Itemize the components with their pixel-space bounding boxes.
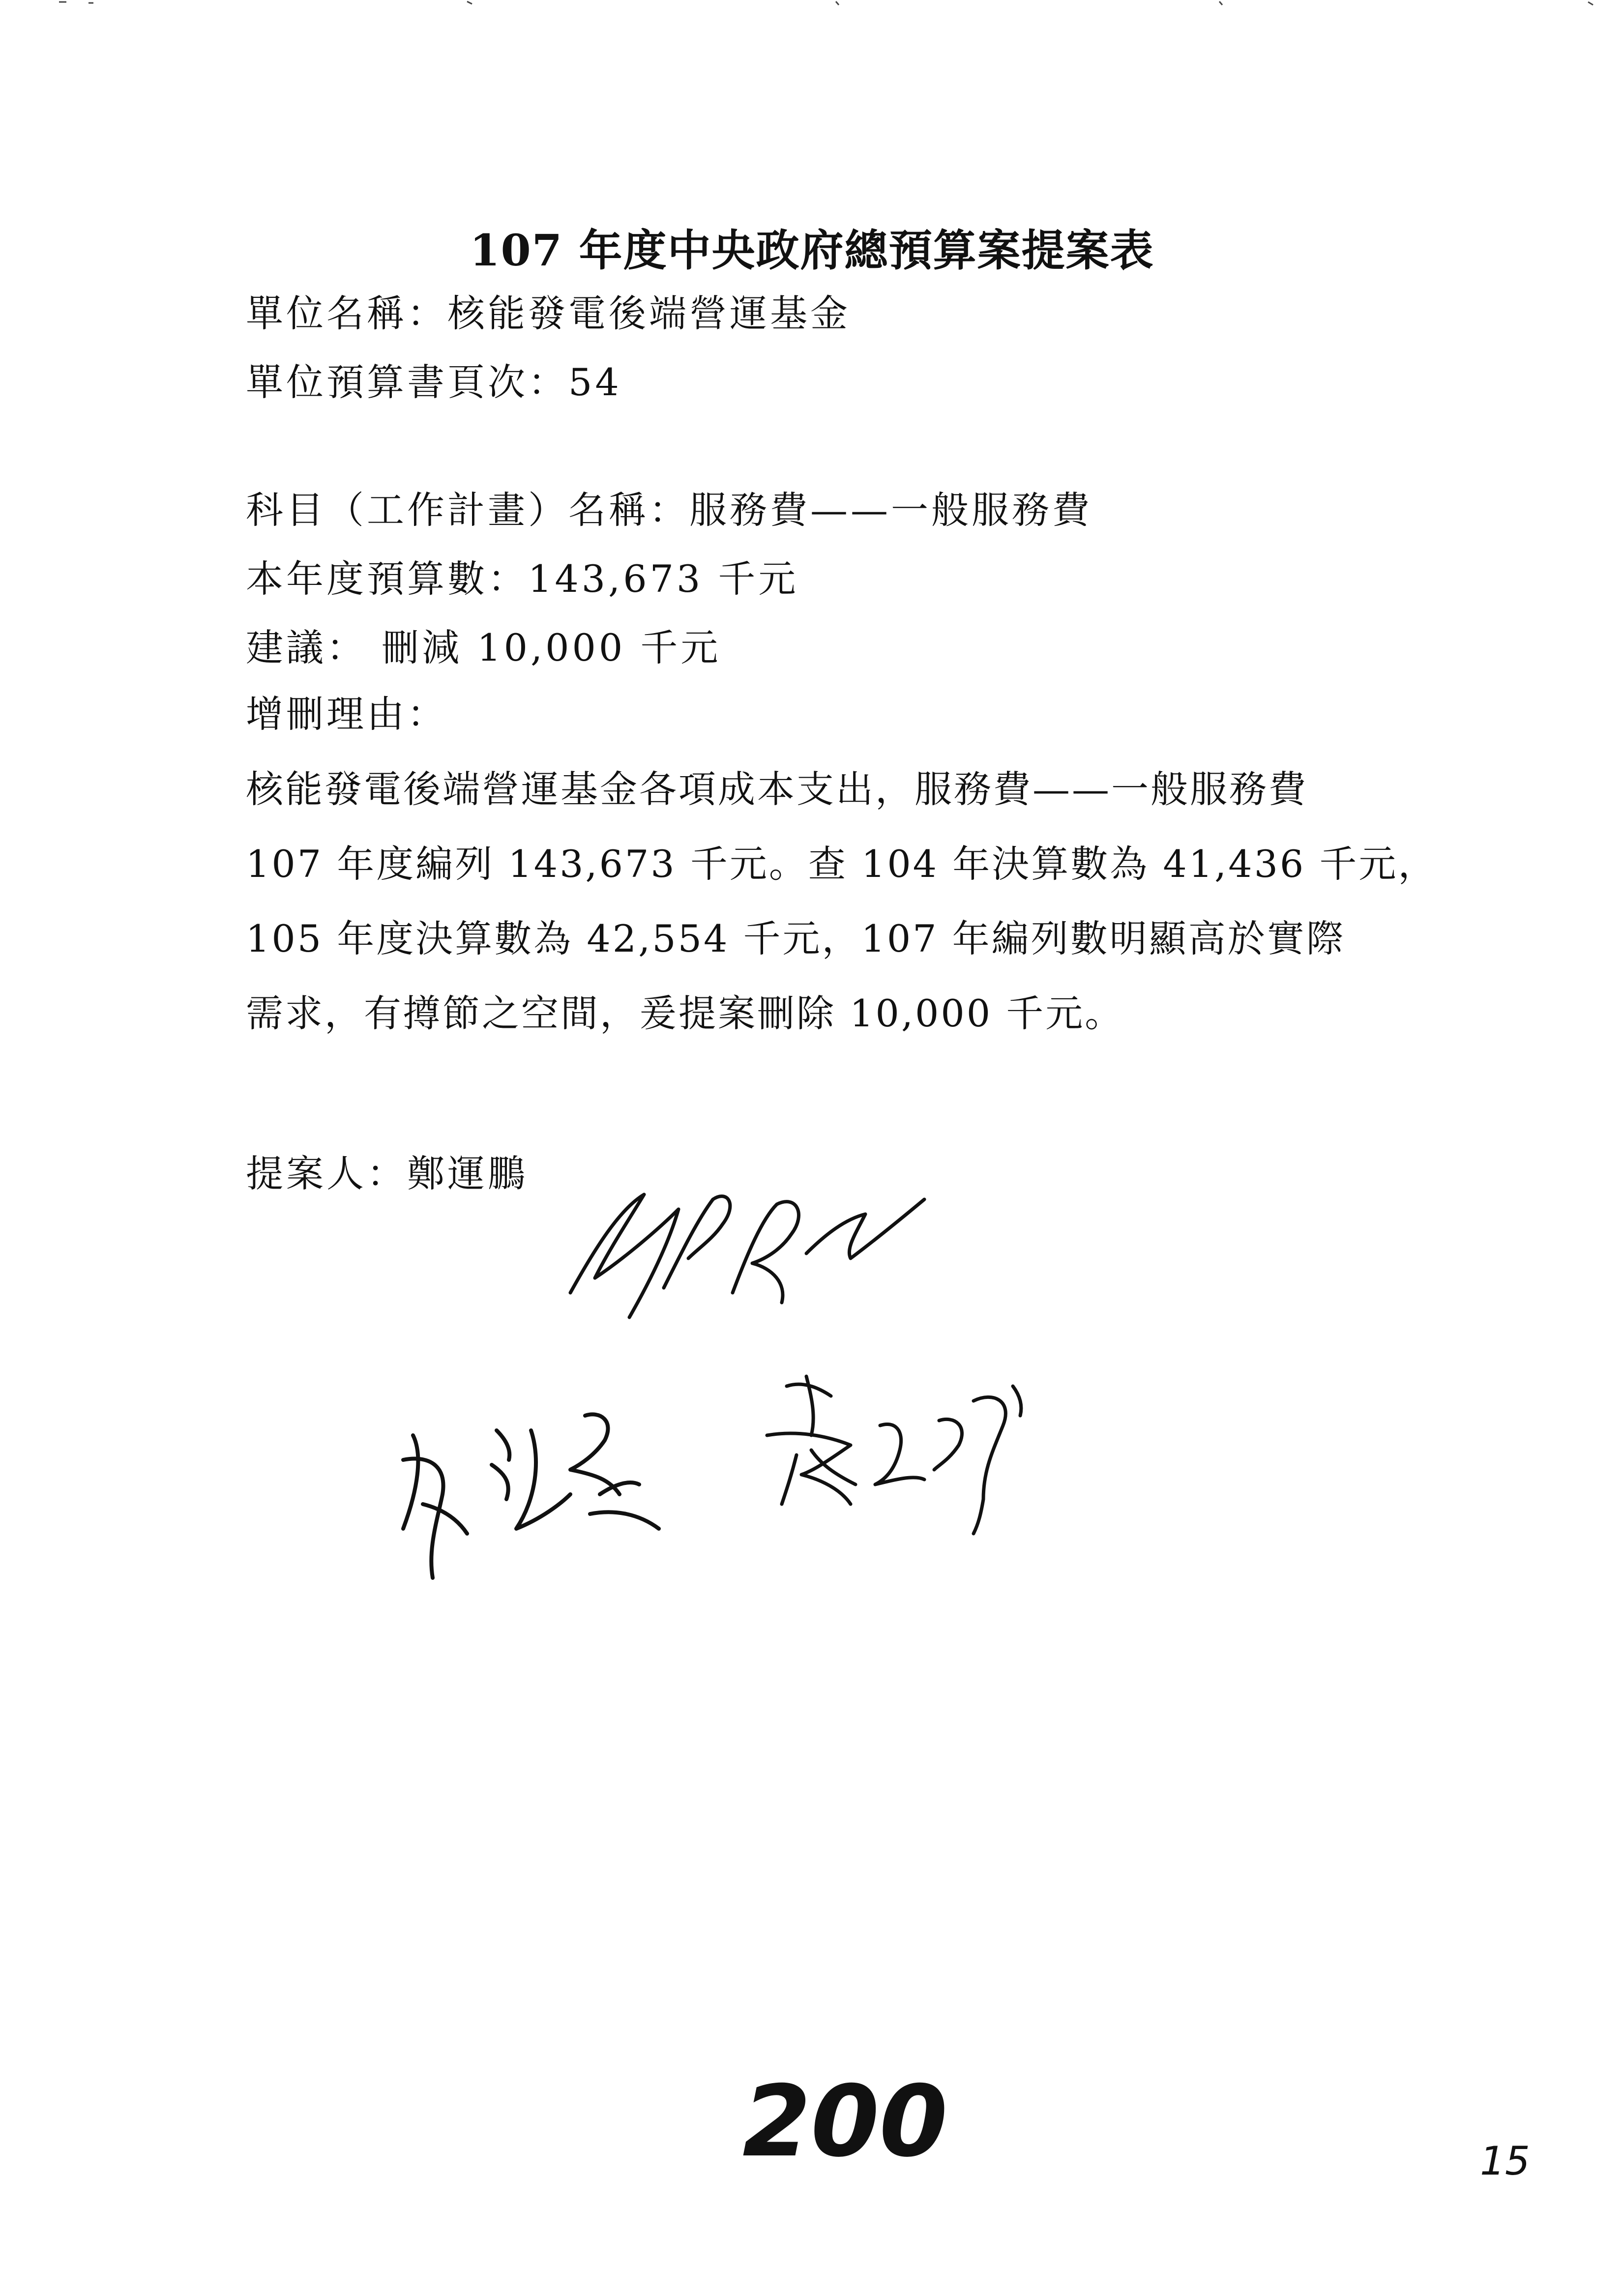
reason-line: 核能發電後端營運基金各項成本支出，服務費——一般服務費	[246, 767, 1308, 811]
suggestion: 建議： 刪減 10,000 千元	[246, 626, 721, 669]
unit-name: 單位名稱：核能發電後端營運基金	[246, 291, 851, 335]
signature-proposer	[551, 1170, 944, 1347]
corner-page-number: 15	[1480, 2138, 1530, 2184]
document-title: 107 年度中央政府總預算案提案表	[470, 225, 1154, 276]
reason-label: 增刪理由：	[246, 692, 447, 736]
item-name: 科目（工作計畫）名稱：服務費——一般服務費	[246, 488, 1093, 532]
reason-line: 107 年度編列 143,673 千元。查 104 年決算數為 41,436 千元，	[246, 842, 1438, 886]
current-budget: 本年度預算數：143,673 千元	[246, 557, 799, 601]
reason-line: 需求，有撙節之空間，爰提案刪除 10,000 千元。	[246, 991, 1124, 1035]
reason-body	[246, 752, 1438, 1051]
handwritten-page-number: 200	[742, 2064, 948, 2179]
signature-cosigner-2	[738, 1357, 1042, 1563]
scan-edge-marks	[0, 0, 1624, 12]
signature-cosigner-1	[384, 1381, 698, 1607]
budget-page: 單位預算書頁次：54	[246, 360, 622, 404]
reason-line: 105 年度決算數為 42,554 千元，107 年編列數明顯高於實際	[246, 917, 1346, 960]
proposer: 提案人：鄭運鵬	[246, 1152, 528, 1195]
